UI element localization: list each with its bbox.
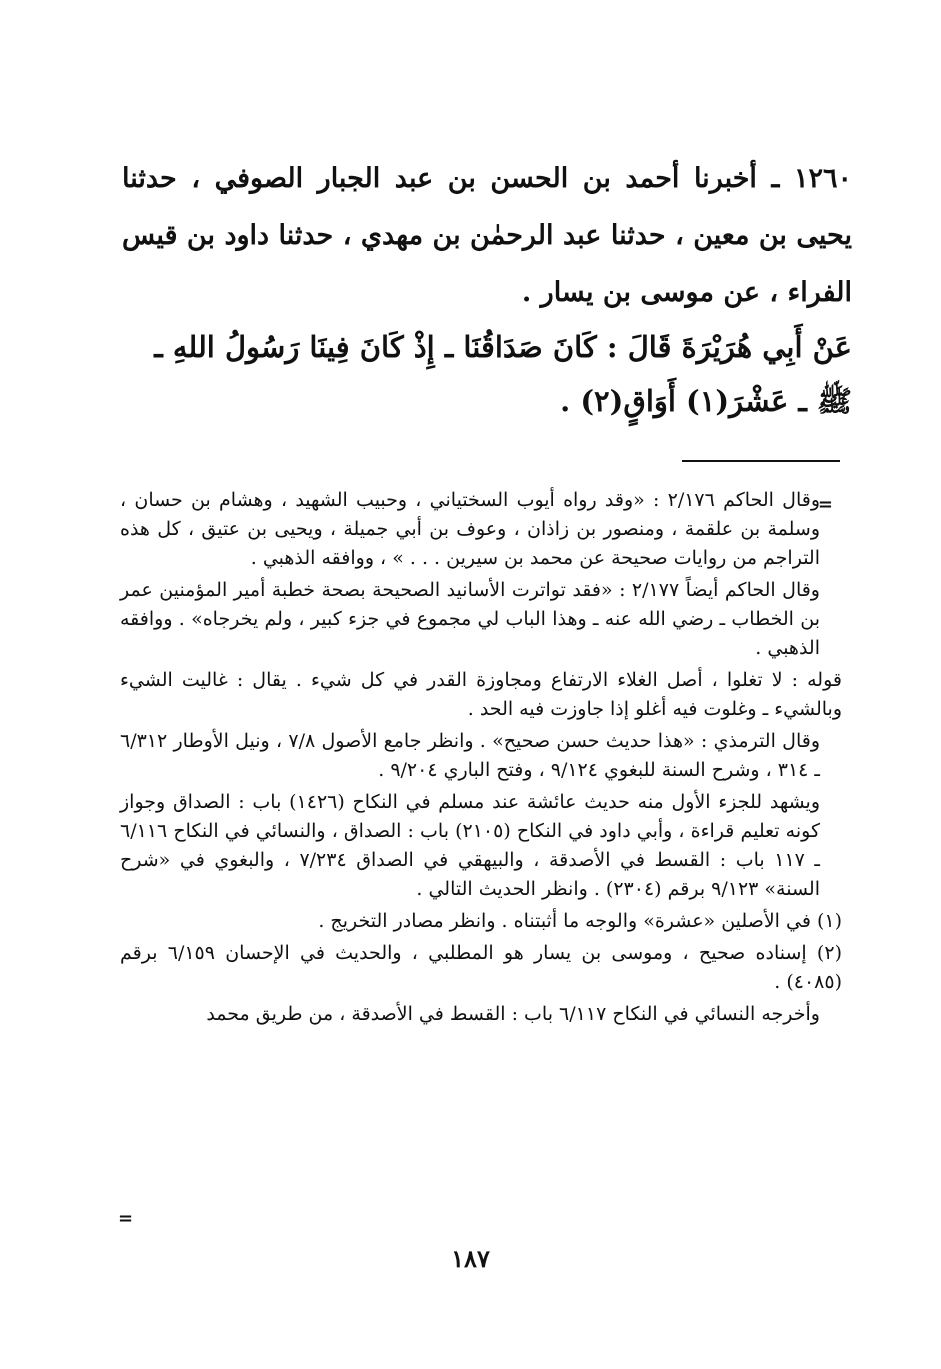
footnote-1: (١) في الأصلين «عشرة» والوجه ما أثبتناه . وانظر مصادر التخريج . <box>318 910 842 932</box>
footnote-paragraph: وقال الحاكم ٢/١٧٦ : «وقد رواه أيوب السختياني ، وحبيب الشهيد ، وهشام بن حسان ، وسلمة بن علقمة ، ومنصور بن زاذان ، وعوف بن أبي جميلة ، ويحيى بن عتيق ، كل هذه التراجم من روايات صحيحة عن محمد بن سيرين . . . » ، ووافقه الذهبي . <box>120 489 820 569</box>
hadith-text: عَنْ أَبِي هُرَيْرَةَ قَالَ : كَانَ صَدَاقُنَا ـ إِذْ كَانَ فِينَا رَسُولُ اللهِ ـ ﷺ ـ عَشْرَ(١) أَوَاقٍ(٢) . <box>154 330 852 418</box>
footnote-paragraph: قوله : لا تغلوا ، أصل الغلاء الارتفاع ومجاوزة القدر في كل شيء . يقال : غاليت الشيء وبالشيء ـ وغلوت فيه أغلو إذا جاوزت فيه الحد . <box>120 669 842 720</box>
footnotes <box>120 486 842 1032</box>
continuation-mark-top: = <box>817 494 833 515</box>
isnad-paragraph: ١٢٦٠ ـ أخبرنا أحمد بن الحسن بن عبد الجبار الصوفي ، حدثنا يحيى بن معين ، حدثنا عبد الرحمٰن بن مهدي ، حدثنا داود بن قيس الفراء ، عن موسى بن يسار . <box>122 163 852 308</box>
footnote-paragraph: ويشهد للجزء الأول منه حديث عائشة عند مسلم في النكاح (١٤٢٦) باب : الصداق وجواز كونه تعليم قراءة ، وأبي داود في النكاح (٢١٠٥) باب : الصداق ، والنسائي في النكاح ٦/١١٦ ـ ١١٧ باب : القسط في الأصدقة ، والبيهقي في الصداق ٧/٢٣٤ ، والبغوي في «شرح السنة» ٩/١٢٣ برقم (٢٣٠٤) . وانظر الحديث التالي . <box>120 791 821 900</box>
main-text <box>122 150 852 321</box>
continuation-mark-bottom: = <box>118 1208 134 1229</box>
footnote-paragraph: وقال الحاكم أيضاً ٢/١٧٧ : «فقد تواترت الأسانيد الصحيحة بصحة خطبة أمير المؤمنين عمر بن الخطاب ـ رضي الله عنه ـ وهذا الباب لي مجموع في جزء كبير ، ولم يخرجاه» . ووافقه الذهبي . <box>120 579 820 659</box>
page-number: ١٨٧ <box>451 1244 490 1273</box>
footnote-paragraph: وقال الترمذي : «هذا حديث حسن صحيح» . وانظر جامع الأصول ٧/٨ ، ونيل الأوطار ٦/٣١٢ ـ ٣١٤ ، وشرح السنة للبغوي ٩/١٢٤ ، وفتح الباري ٩/٢٠٤ . <box>120 730 820 781</box>
footnote-2: (٢) إسناده صحيح ، وموسى بن يسار هو المطلبي ، والحديث في الإحسان ٦/١٥٩ برقم (٤٠٨٥) . <box>120 942 842 993</box>
footnote-separator <box>682 460 840 462</box>
footnote-continued-line: وأخرجه النسائي في النكاح ٦/١١٧ باب : القسط في الأصدقة ، من طريق محمد <box>206 1003 820 1025</box>
